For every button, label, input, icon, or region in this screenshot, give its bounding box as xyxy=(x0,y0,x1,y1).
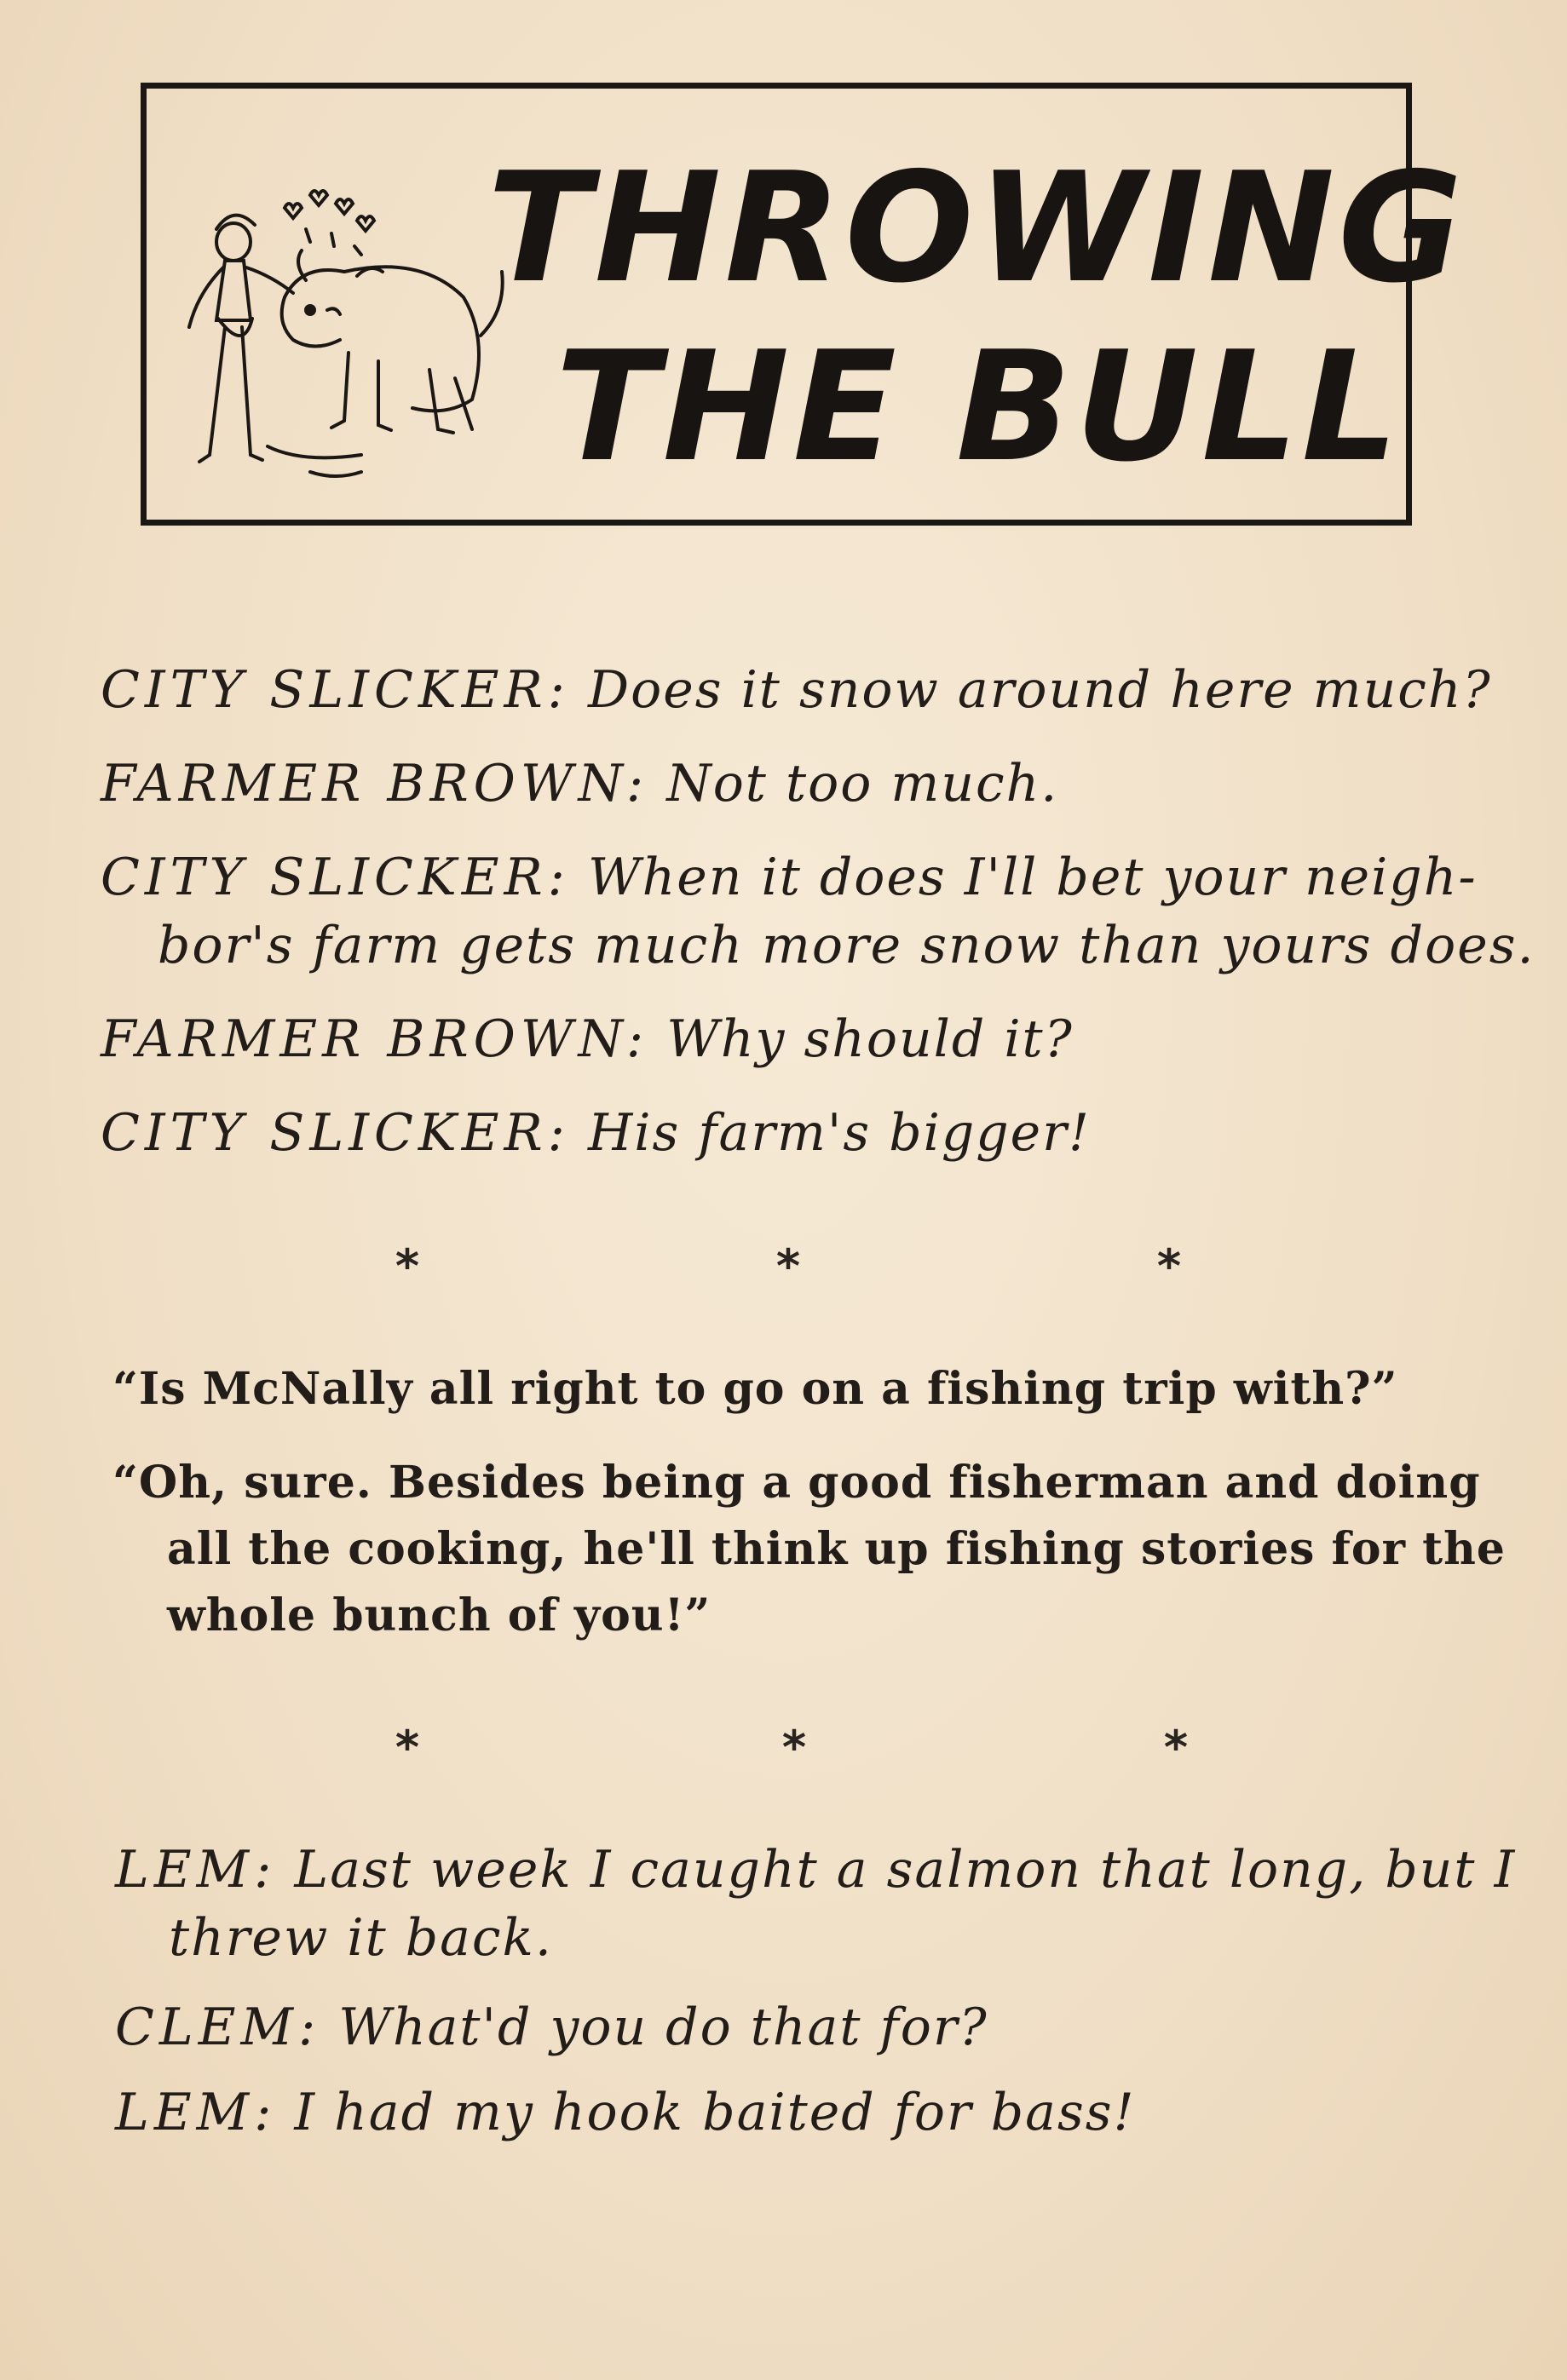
dialogue-text: I had my hook baited for bass! xyxy=(294,2083,1136,2142)
speaker-label: LEM: xyxy=(115,1840,277,1900)
dialogue-text: Not too much. xyxy=(666,754,1059,813)
dialogue-line xyxy=(101,848,1478,907)
dialogue-line xyxy=(115,1840,1516,1900)
speaker-label: FARMER BROWN: xyxy=(101,754,649,813)
speaker-label: CITY SLICKER: xyxy=(101,848,570,907)
dialogue-text: His farm's bigger! xyxy=(587,1103,1091,1163)
dialogue-continuation: threw it back. xyxy=(169,1908,553,1968)
speaker-label: CLEM: xyxy=(115,1998,321,2057)
dialogue-line xyxy=(101,754,1058,813)
dialogue-line xyxy=(101,1103,1091,1163)
dialogue-text: Last week I caught a salmon that long, but I xyxy=(294,1840,1517,1900)
speaker-label: CITY SLICKER: xyxy=(101,660,570,720)
title-box xyxy=(141,83,1466,526)
speaker-label: LEM: xyxy=(115,2083,277,2142)
dialogue-line: “Oh, sure. Besides being a good fisherman and doing xyxy=(112,1457,1481,1509)
separator-star: * xyxy=(1156,1239,1182,1293)
dialogue-text: What'd you do that for? xyxy=(338,1998,988,2057)
dialogue-continuation: whole bunch of you!” xyxy=(167,1590,711,1641)
dialogue-continuation: bor's farm gets much more snow than yours does. xyxy=(158,916,1535,975)
dialogue-line xyxy=(101,1009,1074,1069)
title-line-2: THE BULL xyxy=(556,319,1403,495)
dialogue-text: Why should it? xyxy=(666,1009,1074,1069)
title-line-1: THROWING xyxy=(487,140,1466,316)
dialogue-line: “Is McNally all right to go on a fishing trip with?” xyxy=(112,1363,1398,1415)
separator xyxy=(0,1721,1567,1772)
separator-star: * xyxy=(395,1721,420,1774)
dialogue-text: When it does I'll bet your neigh- xyxy=(587,848,1478,907)
dialogue-line xyxy=(115,2083,1136,2142)
dialogue-line xyxy=(101,660,1492,720)
separator-star: * xyxy=(775,1239,801,1293)
dialogue-line xyxy=(115,1998,988,2057)
separator-star: * xyxy=(1163,1721,1189,1774)
speaker-label: CITY SLICKER: xyxy=(101,1103,570,1163)
separator-star: * xyxy=(781,1721,807,1774)
dialogue-continuation: all the cooking, he'll think up fishing stories for the xyxy=(167,1523,1506,1575)
dialogue-text: Does it snow around here much? xyxy=(587,660,1492,720)
separator-star: * xyxy=(395,1239,420,1293)
separator xyxy=(0,1239,1567,1291)
speaker-label: FARMER BROWN: xyxy=(101,1009,649,1069)
